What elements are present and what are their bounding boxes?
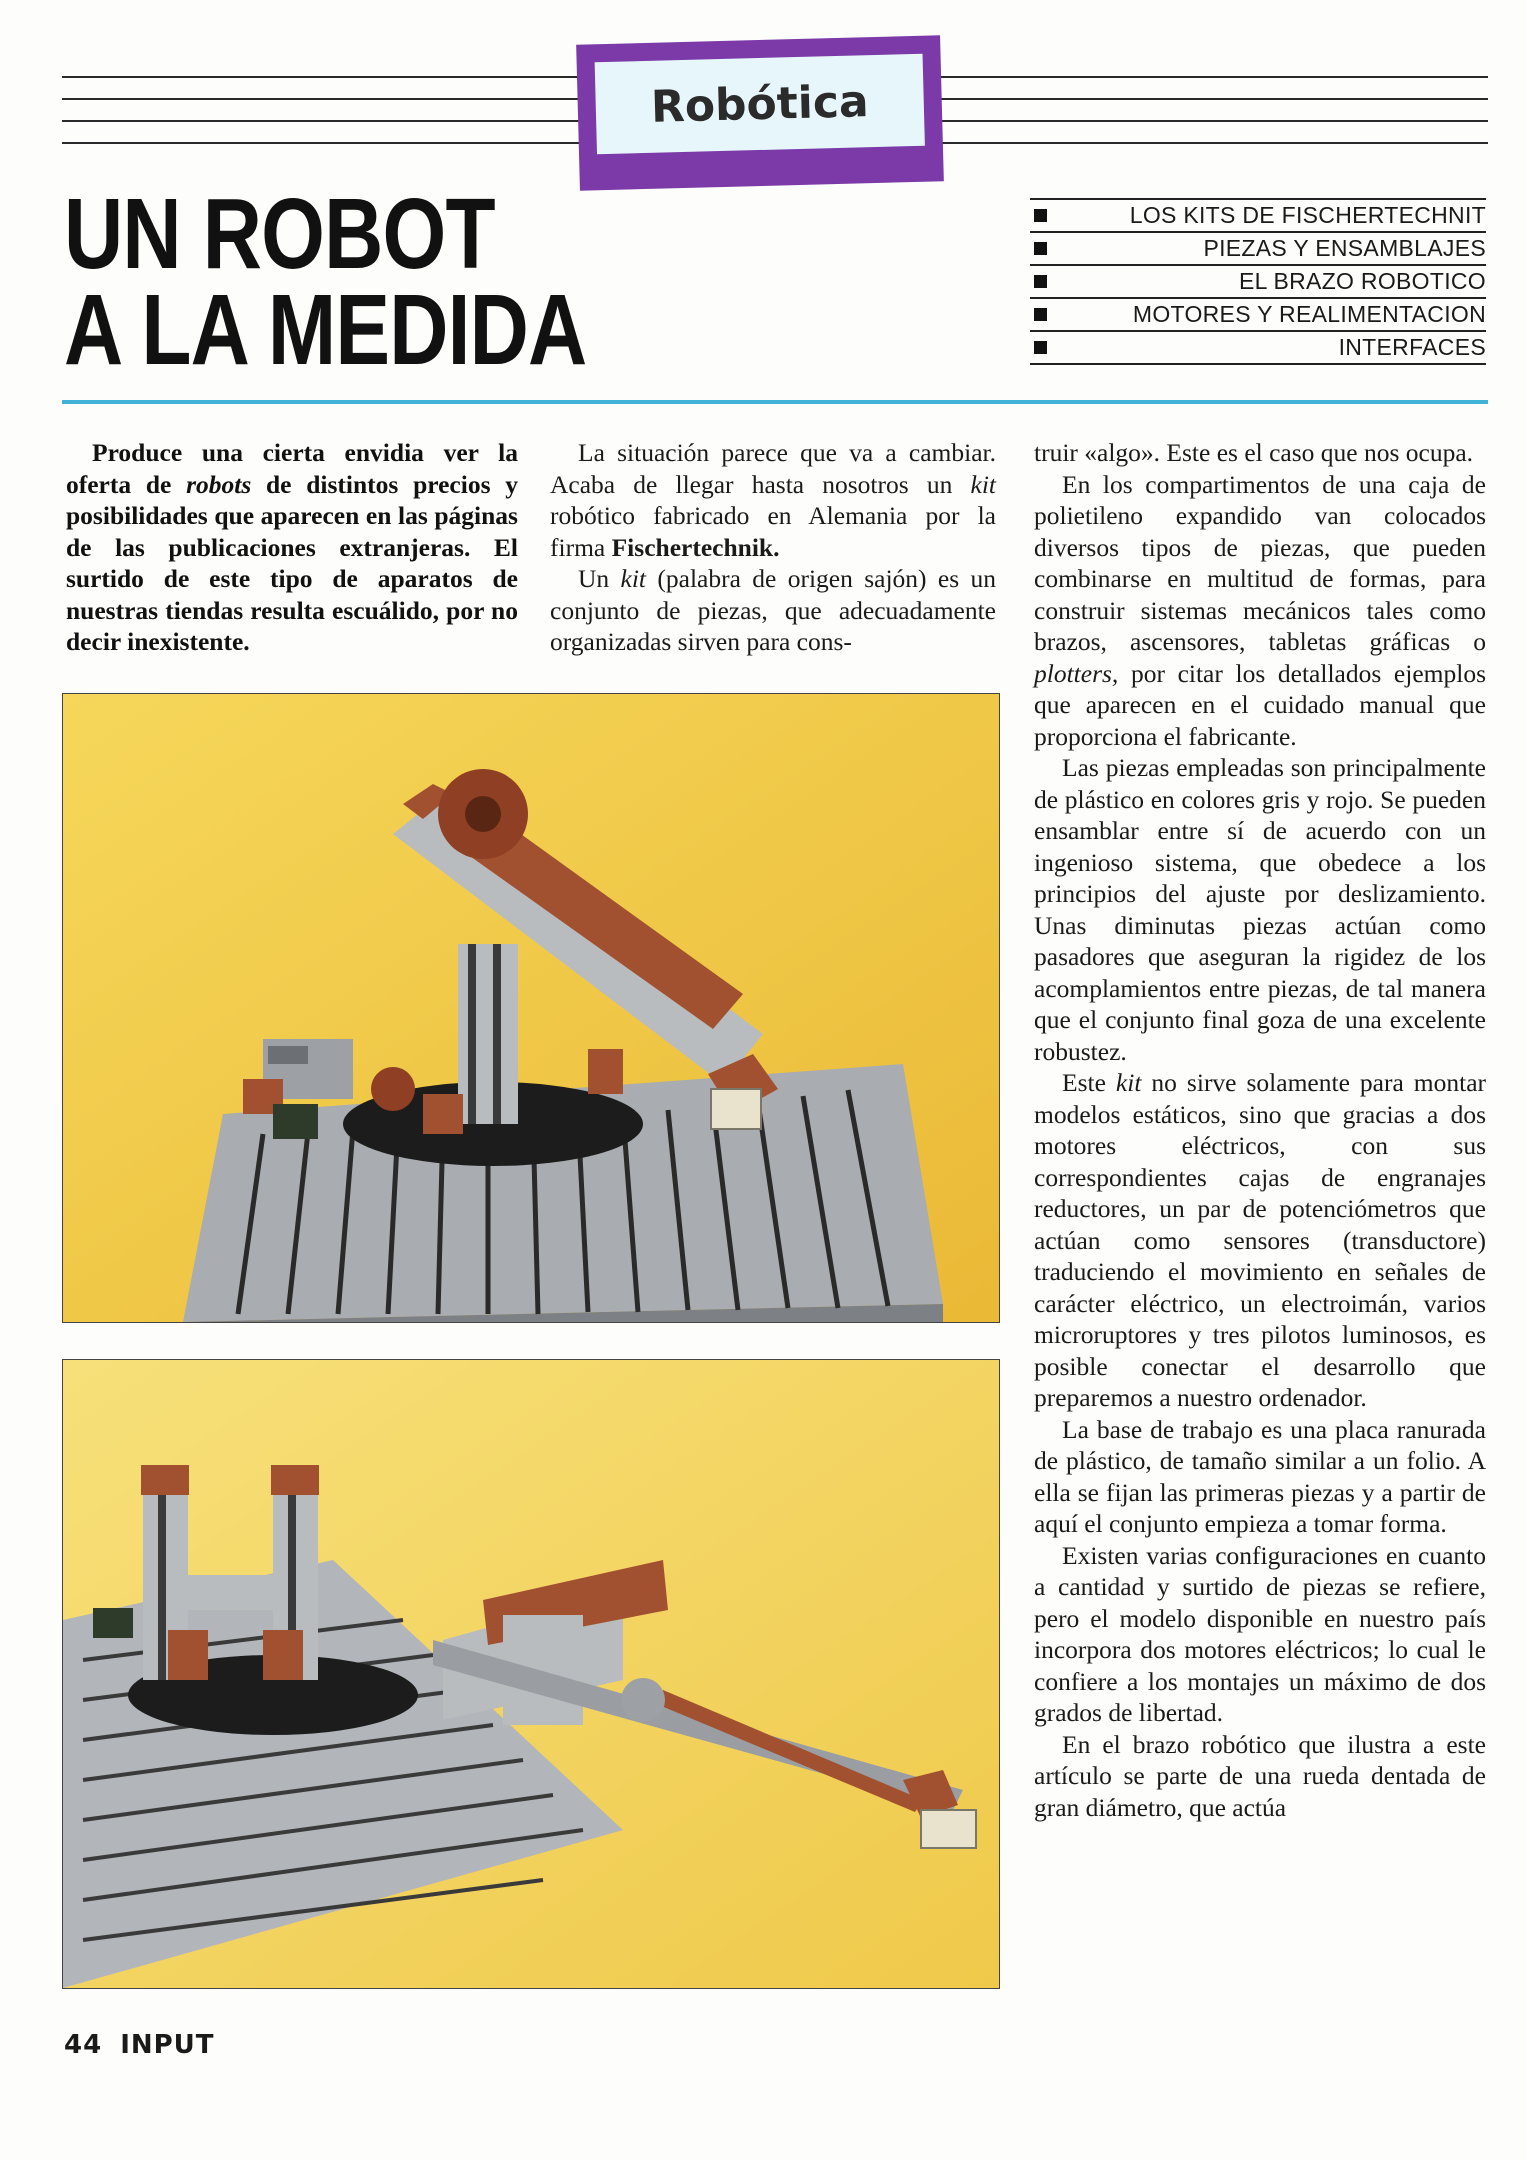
header-rule bbox=[940, 120, 1488, 122]
body-paragraph: La situación parece que va a cambiar. Acaba de llegar hasta nosotros un kit robótico fabricado en Alemania por la firma Fischertechnik. bbox=[550, 438, 996, 562]
topic-item: PIEZAS Y ENSAMBLAJES bbox=[1030, 233, 1486, 266]
bullet-square-icon bbox=[1034, 341, 1047, 354]
header-rule bbox=[62, 98, 582, 100]
body-paragraph: En los compartimentos de una caja de polietileno expandido van colocados diversos tipos de piezas, que pueden combinarse en multitud de formas, para construir sistemas mecánicos tales como brazos, ascensores, tabletas gráficas o plotters, por citar los detallados ejemplos que aparecen en el cuidado manual que proporciona el fabricante. bbox=[1034, 469, 1486, 751]
header-rule bbox=[940, 76, 1488, 78]
topic-item: INTERFACES bbox=[1030, 332, 1486, 365]
article-title-line: UN ROBOT bbox=[64, 178, 495, 290]
bullet-square-icon bbox=[1034, 275, 1047, 288]
page-footer bbox=[64, 2030, 233, 2060]
section-badge-label: Robótica bbox=[595, 54, 925, 155]
header-rule bbox=[62, 120, 582, 122]
article-title-line: A LA MEDIDA bbox=[64, 274, 587, 386]
body-paragraph: La base de trabajo es una placa ranurada de plástico, de tamaño similar a un folio. A ella se fijan las primeras piezas y a partir de aquí el conjunto empieza a tomar forma. bbox=[1034, 1414, 1486, 1538]
topics-box bbox=[1030, 198, 1486, 365]
topic-item: EL BRAZO ROBOTICO bbox=[1030, 266, 1486, 299]
article-title bbox=[64, 178, 587, 386]
robot-parts-illustration bbox=[63, 1360, 999, 1988]
header-rule bbox=[940, 98, 1488, 100]
topic-item: MOTORES Y REALIMENTACION bbox=[1030, 299, 1486, 332]
bullet-square-icon bbox=[1034, 308, 1047, 321]
magazine-name: INPUT bbox=[120, 2030, 215, 2060]
body-paragraph: Existen varias configuraciones en cuanto a cantidad y surtido de piezas se refiere, pero el modelo disponible en nuestro país incorpora dos motores eléctricos; lo cual le confiere a los montajes un máximo de dos grados de libertad. bbox=[1034, 1540, 1486, 1727]
body-paragraph: Este kit no sirve solamente para montar modelos estáticos, sino que gracias a dos motores eléctricos, con sus correspondientes cajas de engranajes reductores, un par de potenciómetros que actúan como sensores (transductore) traduciendo el movimiento en señales de carácter eléctrico, un electroimán, varios microruptores y tres pilotos luminosos, es posible conectar el desarrollo que preparemos a nuestro ordenador. bbox=[1034, 1068, 1487, 1412]
column-3 bbox=[1034, 437, 1486, 1823]
body-paragraph: En el brazo robótico que ilustra a este artículo se parte de una rueda dentada de gran diámetro, que actúa bbox=[1034, 1729, 1486, 1822]
header-rule bbox=[62, 142, 582, 144]
bullet-square-icon bbox=[1034, 209, 1047, 222]
body-paragraph: Las piezas empleadas son principalmente de plástico en colores gris y rojo. Se pueden ensamblar entre sí de acuerdo con un ingenioso sistema, que obedece a los principios del ajuste por deslizamiento. Unas diminutas piezas actúan como pasadores que aseguran la rigidez de los acomplamientos entre piezas, de tal manera que el conjunto final goza de una excelente robustez. bbox=[1034, 753, 1486, 1066]
robot-arm-illustration bbox=[63, 694, 999, 1322]
section-badge bbox=[576, 35, 944, 190]
accent-divider bbox=[62, 400, 1488, 404]
header-rule bbox=[940, 142, 1488, 144]
body-paragraph: Un kit (palabra de origen sajón) es un conjunto de piezas, que adecuadamente organizadas sirven para cons- bbox=[550, 564, 996, 656]
page-number: 44 bbox=[64, 2030, 103, 2060]
body-paragraph: truir «algo». Este es el caso que nos ocupa. bbox=[1034, 438, 1474, 467]
robot-parts-photo bbox=[62, 1359, 1000, 1989]
topic-item: LOS KITS DE FISCHERTECHNIT bbox=[1030, 198, 1486, 233]
robot-arm-photo bbox=[62, 693, 1000, 1323]
intro-paragraph: Produce una cierta envidia ver la oferta de robots de distintos precios y posibilidades que aparecen en las páginas de las publicaciones extranjeras. El surtido de este tipo de aparatos de nuestras tiendas resulta escuálido, por no decir inexistente. bbox=[66, 438, 518, 656]
column-2 bbox=[550, 437, 996, 658]
header-rule bbox=[62, 76, 582, 78]
bullet-square-icon bbox=[1034, 242, 1047, 255]
